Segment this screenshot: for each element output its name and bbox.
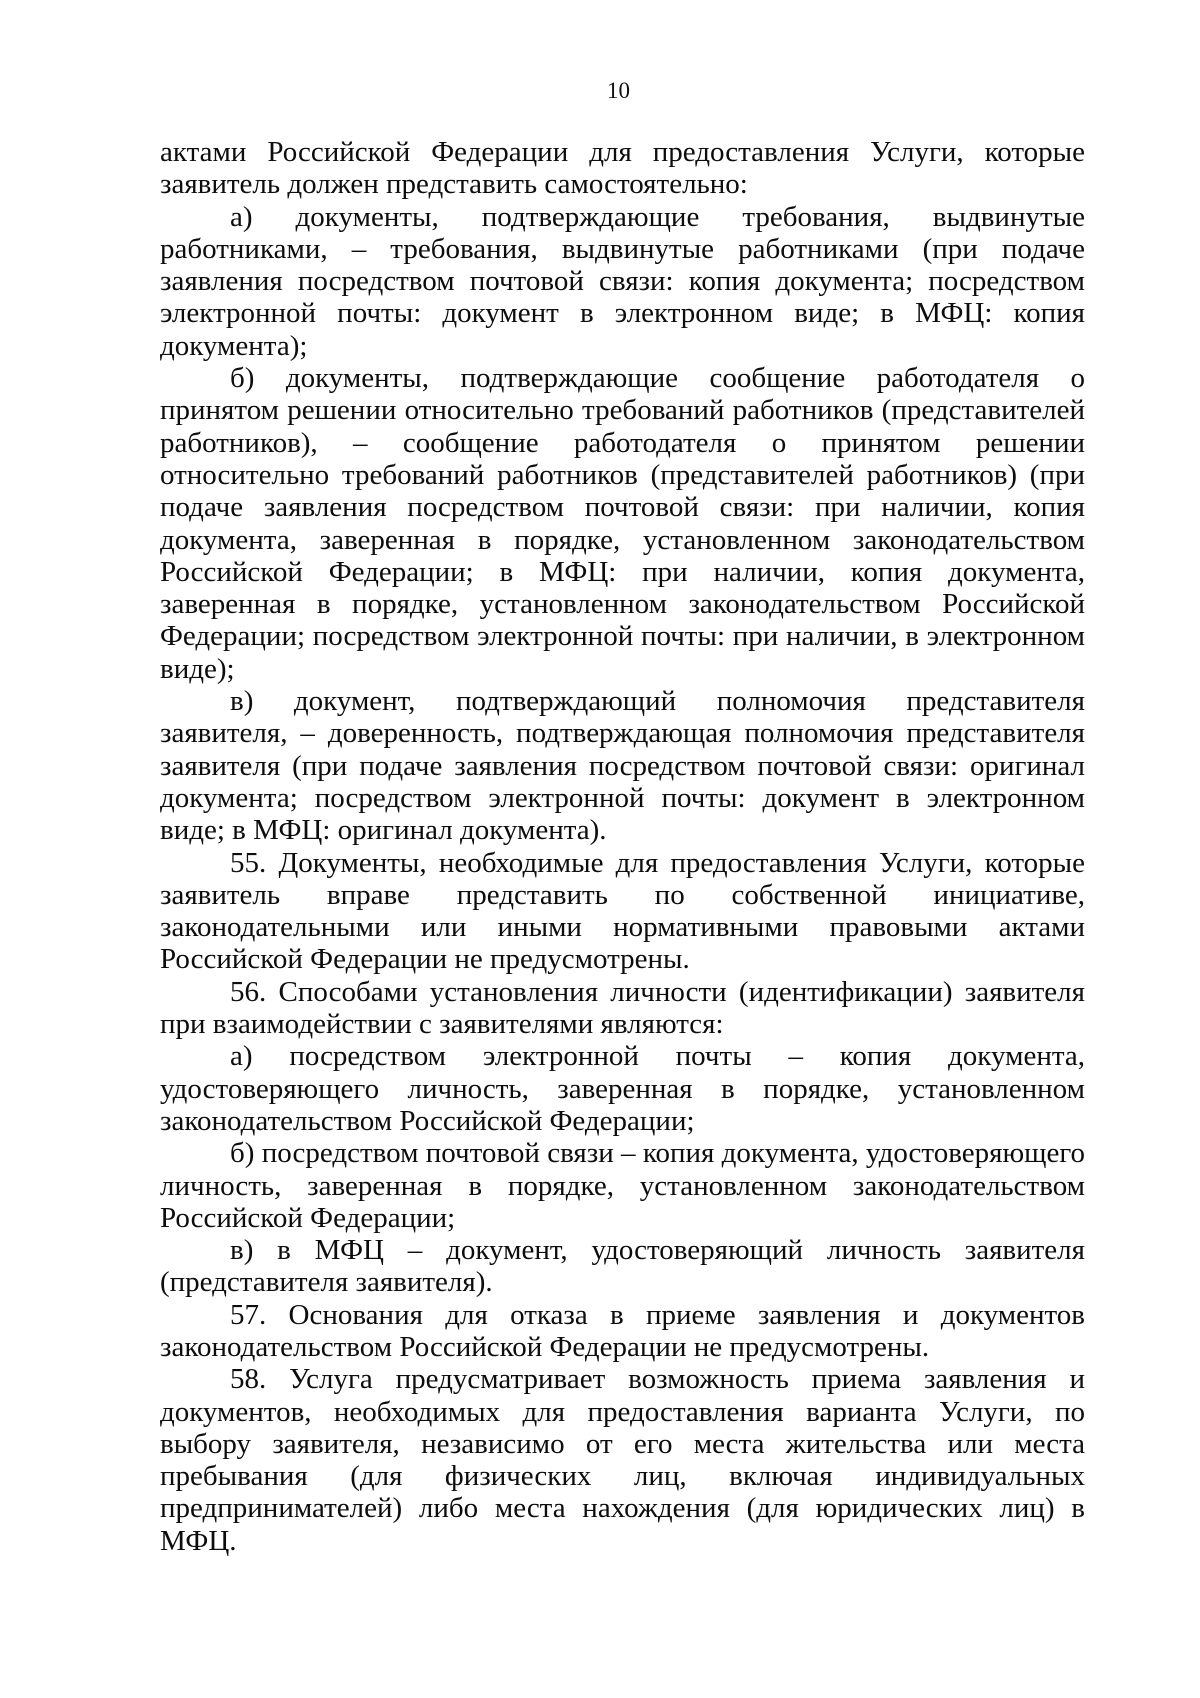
paragraph-56-item-a: а) посредством электронной почты – копия документа, удостоверяющего личность, заверенная в порядке, установленном законодательством Российской Федерации; — [160, 1040, 1085, 1137]
paragraph-55: 55. Документы, необходимые для предоставления Услуги, которые заявитель вправе представить по собственной инициативе, законодательными или иными нормативными правовыми актами Российской Федерации не предусмотрены. — [160, 846, 1085, 976]
paragraph-56: 56. Способами установления личности (идентификации) заявителя при взаимодействии с заявителями являются: — [160, 975, 1085, 1041]
paragraph-item-b-employer-decision: б) документы, подтверждающие сообщение работодателя о принятом решении относительно требований работников (представителей работников), – сообщение работодателя о принятом решении относительно требований работников (представителей работников) (при подаче заявления посредством почтовой связи: при наличии, копия документа, заверенная в порядке, установленном законодательством Российской Федерации; в МФЦ: при наличии, копия документа, заверенная в порядке, установленном законодательством Российской Федерации; посредством электронной почты: при наличии, в электронном виде); — [160, 362, 1085, 685]
document-body — [160, 136, 1085, 1557]
paragraph-item-v-power-of-attorney: в) документ, подтверждающий полномочия представителя заявителя, – доверенность, подтверждающая полномочия представителя заявителя (при подаче заявления посредством почтовой связи: оригинал документа; посредством электронной почты: документ в электронном виде; в МФЦ: оригинал документа). — [160, 685, 1085, 847]
page-number: 10 — [607, 78, 630, 103]
paragraph-56-item-v: в) в МФЦ – документ, удостоверяющий личность заявителя (представителя заявителя). — [160, 1234, 1085, 1299]
paragraph-57: 57. Основания для отказа в приеме заявления и документов законодательством Российской Федерации не предусмотрены. — [160, 1298, 1085, 1363]
paragraph-58: 58. Услуга предусматривает возможность приема заявления и документов, необходимых для предоставления варианта Услуги, по выбору заявителя, независимо от его места жительства или места пребывания (для физических лиц, включая индивидуальных предпринимателей) либо места нахождения (для юридических лиц) в МФЦ. — [160, 1363, 1085, 1557]
paragraph-item-a-demands: а) документы, подтверждающие требования, выдвинутые работниками, – требования, выдвинутые работниками (при подаче заявления посредством почтовой связи: копия документа; посредством электронной почты: документ в электронном виде; в МФЦ: копия документа); — [160, 200, 1085, 362]
paragraph-56-item-b: б) посредством почтовой связи – копия документа, удостоверяющего личность, заверенная в порядке, установленном законодательством Российской Федерации; — [160, 1137, 1085, 1234]
paragraph-continuation: актами Российской Федерации для предоставления Услуги, которые заявитель должен представить самостоятельно: — [160, 136, 1085, 201]
